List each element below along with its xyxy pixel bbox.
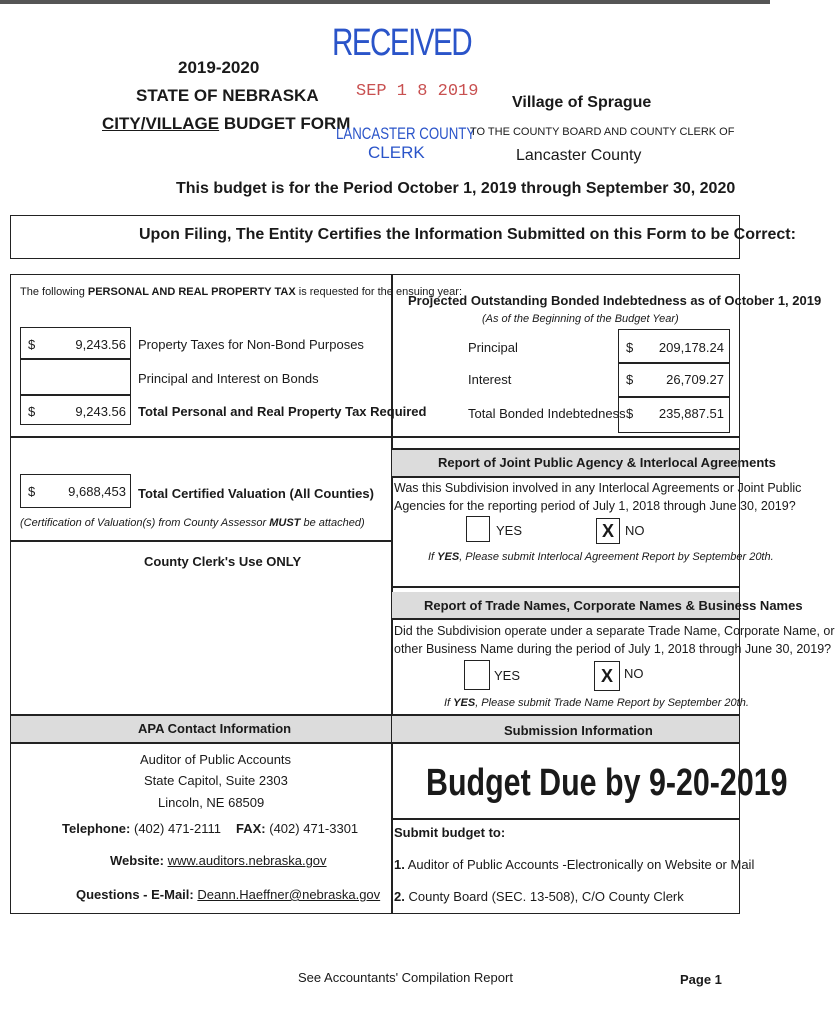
email-label: Questions - E-Mail: (76, 887, 194, 902)
bonded-row-sep-2 (618, 396, 730, 398)
form-title-prefix: CITY/VILLAGE (102, 114, 220, 133)
footer-note: See Accountants' Compilation Report (298, 970, 513, 985)
telephone-label: Telephone: (62, 821, 131, 836)
form-title (102, 114, 350, 134)
joint-agency-no-checkbox[interactable]: X (596, 518, 620, 544)
joint-agency-question-1: Was this Subdivision involved in any Interlocal Agreements or Joint Public (394, 481, 802, 495)
valuation-label: Total Certified Valuation (All Counties) (138, 486, 374, 501)
certify-banner: Upon Filing, The Entity Certifies the Information Submitted on this Form to be Correct: (139, 226, 796, 243)
bottom-header-bottom (10, 742, 740, 744)
apa-fax (236, 821, 358, 836)
tax-intro-suffix: is requested for the ensuing year: (295, 286, 463, 298)
bonded-total-currency: $ (626, 406, 634, 421)
valuation-amount: 9,688,453 (68, 484, 126, 499)
bonded-interest-currency: $ (626, 372, 634, 387)
submit-item-2-text: County Board (SEC. 13-508), C/O County Clerk (408, 889, 684, 904)
budget-year: 2019-2020 (178, 58, 260, 77)
bonded-title: Projected Outstanding Bonded Indebtedness as of October 1, 2019 (408, 293, 822, 308)
submit-item-1-text: Auditor of Public Accounts -Electronically on Website or Mail (407, 857, 755, 872)
tax-row-2-label: Principal and Interest on Bonds (138, 371, 319, 386)
budget-period: This budget is for the Period October 1, 2019 through September 30, 2020 (176, 180, 736, 197)
joint-agency-header-bottom (391, 476, 740, 478)
tax-row-sep-2 (20, 394, 131, 396)
trade-names-header-bottom (391, 618, 740, 620)
valuation-note (20, 517, 365, 529)
trade-names-top (391, 586, 740, 588)
apa-title: APA Contact Information (138, 721, 292, 736)
valuation-note-prefix: (Certification of Valuation(s) from County Assessor (20, 517, 270, 529)
joint-agency-note (428, 551, 774, 563)
joint-agency-question-2: Agencies for the reporting period of July 1, 2018 through June 30, 2019? (394, 499, 796, 513)
joint-agency-note-suffix: , Please submit Interlocal Agreement Report by September 20th. (459, 551, 774, 563)
joint-agency-no-label: NO (625, 523, 645, 538)
apa-telephone (62, 821, 221, 836)
tax-intro-bold: PERSONAL AND REAL PROPERTY TAX (87, 286, 296, 298)
joint-agency-yes-label: YES (496, 523, 523, 538)
trade-names-question-2: other Business Name during the period of July 1, 2018 through June 30, 2019? (394, 642, 832, 656)
to-county-line: TO THE COUNTY BOARD AND COUNTY CLERK OF (470, 126, 735, 138)
tax-row-1-amount: 9,243.56 (75, 337, 126, 352)
trade-names-note-prefix: If (444, 697, 454, 709)
section-divider-1 (10, 436, 740, 438)
tax-row-3-amount: 9,243.56 (75, 404, 126, 419)
stamp-office-line1: LANCASTER COUNTY (336, 124, 476, 143)
website-link[interactable]: www.auditors.nebraska.gov (167, 853, 327, 868)
trade-names-yes-checkbox[interactable] (464, 660, 490, 690)
received-date-stamp: SEP 1 8 2019 (356, 82, 479, 101)
submit-item-1-num: 1. (394, 857, 405, 872)
email-link[interactable]: Deann.Haeffner@nebraska.gov (197, 887, 381, 902)
clerk-use-label: County Clerk's Use ONLY (144, 554, 302, 569)
valuation-currency: $ (28, 484, 36, 499)
fax-value: (402) 471-3301 (269, 821, 359, 836)
joint-agency-note-bold: YES (437, 551, 460, 563)
submit-item-1 (394, 857, 754, 872)
joint-agency-title: Report of Joint Public Agency & Interlocal Agreements (438, 455, 776, 470)
submit-item-2-num: 2. (394, 889, 405, 904)
bonded-interest-label: Interest (468, 372, 512, 387)
bonded-total-amount: 235,887.51 (658, 406, 724, 421)
submit-label: Submit budget to: (394, 825, 506, 840)
apa-line-3: Lincoln, NE 68509 (158, 795, 265, 810)
entity-name: Village of Sprague (512, 94, 652, 111)
bonded-row-sep-1 (618, 362, 730, 364)
tax-row-sep-1 (20, 358, 131, 360)
tax-row-1-currency: $ (28, 337, 36, 352)
budget-due: Budget Due by 9-20-2019 (426, 762, 788, 804)
bonded-subtitle: (As of the Beginning of the Budget Year) (482, 313, 679, 325)
form-title-suffix: BUDGET FORM (219, 114, 351, 133)
joint-agency-note-prefix: If (428, 551, 438, 563)
trade-names-note-bold: YES (453, 697, 476, 709)
tax-row-1-label: Property Taxes for Non-Bond Purposes (138, 337, 364, 352)
apa-line-2: State Capitol, Suite 2303 (144, 773, 288, 788)
valuation-note-bold: MUST (269, 517, 301, 529)
telephone-value: (402) 471-2111 (134, 821, 221, 836)
tax-row-3-currency: $ (28, 404, 36, 419)
apa-email (76, 887, 380, 902)
stamp-office-line2: CLERK (368, 143, 425, 162)
trade-names-yes-label: YES (494, 668, 521, 683)
trade-names-question-1: Did the Subdivision operate under a separate Trade Name, Corporate Name, or (394, 624, 835, 638)
scan-top-edge (0, 0, 770, 4)
joint-agency-yes-checkbox[interactable] (466, 516, 490, 542)
bonded-total-label: Total Bonded Indebtedness (468, 406, 626, 421)
trade-names-note (444, 697, 749, 709)
bonded-principal-label: Principal (468, 340, 518, 355)
submission-title: Submission Information (504, 723, 653, 738)
trade-names-note-suffix: , Please submit Trade Name Report by September 20th. (475, 697, 749, 709)
trade-names-no-checkbox[interactable]: X (594, 661, 620, 691)
bonded-principal-amount: 209,178.24 (658, 340, 724, 355)
tax-row-3-label: Total Personal and Real Property Tax Required (138, 404, 427, 419)
county-name: Lancaster County (516, 147, 642, 164)
joint-agency-header-top (391, 448, 740, 450)
state-name: STATE OF NEBRASKA (136, 86, 319, 105)
submit-item-2 (394, 889, 684, 904)
bonded-principal-currency: $ (626, 340, 634, 355)
fax-label: FAX: (236, 821, 266, 836)
trade-names-no-label: NO (624, 666, 644, 681)
apa-line-1: Auditor of Public Accounts (140, 752, 292, 767)
apa-website (110, 853, 327, 868)
received-stamp: RECEIVED (332, 22, 472, 64)
trade-names-title: Report of Trade Names, Corporate Names & Business Names (424, 598, 803, 613)
website-label: Website: (110, 853, 164, 868)
tax-intro-prefix: The following (20, 286, 88, 298)
valuation-note-suffix: be attached) (300, 517, 365, 529)
bonded-interest-amount: 26,709.27 (666, 372, 724, 387)
page-number: Page 1 (680, 972, 722, 987)
submit-divider (391, 818, 740, 820)
tax-intro (20, 286, 462, 298)
clerk-use-divider (10, 540, 391, 542)
certify-banner-box (10, 215, 796, 259)
